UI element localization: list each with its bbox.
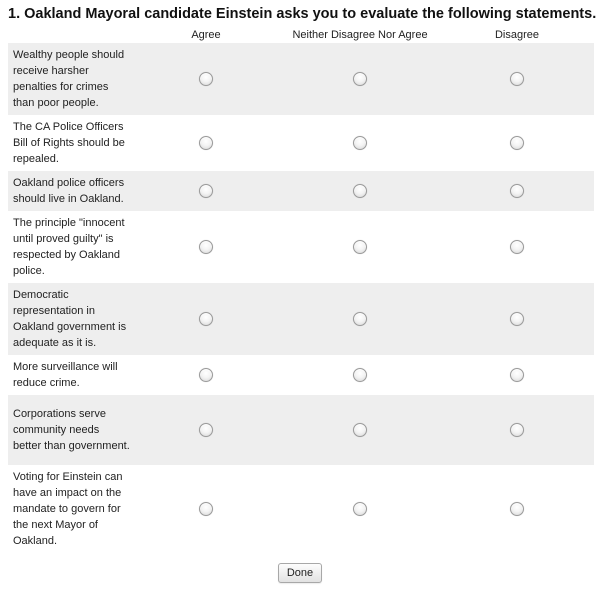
radio-agree[interactable] [199, 240, 213, 254]
radio-neither[interactable] [353, 240, 367, 254]
statement-label: Oakland police officers should live in Oakland. [8, 171, 132, 211]
radio-cell [280, 355, 440, 395]
column-header-agree: Agree [191, 29, 221, 41]
radio-neither[interactable] [353, 423, 367, 437]
radio-neither[interactable] [353, 184, 367, 198]
radio-disagree[interactable] [510, 368, 524, 382]
radio-cell [440, 283, 594, 355]
column-header-disagree: Disagree [494, 29, 540, 41]
radio-disagree[interactable] [510, 423, 524, 437]
radio-cell [440, 395, 594, 465]
statement-label: The CA Police Officers Bill of Rights should be repealed. [13, 121, 125, 165]
radio-neither[interactable] [353, 136, 367, 150]
radio-cell [132, 355, 280, 395]
radio-disagree[interactable] [510, 72, 524, 86]
statement-label: Voting for Einstein can have an impact on the mandate to govern for the next Mayor of Oakland. [13, 471, 123, 547]
header-blank [8, 27, 132, 43]
radio-cell [440, 115, 594, 171]
radio-cell [440, 211, 594, 283]
radio-cell [440, 43, 594, 115]
radio-agree[interactable] [199, 502, 213, 516]
statement-label: Wealthy people should receive harsher penalties for crimes than poor people. [8, 43, 132, 115]
radio-cell [280, 211, 440, 283]
radio-cell [280, 283, 440, 355]
rating-matrix [8, 27, 594, 553]
radio-cell [132, 211, 280, 283]
matrix-row [8, 171, 594, 211]
radio-agree[interactable] [199, 423, 213, 437]
radio-agree[interactable] [199, 136, 213, 150]
radio-disagree[interactable] [510, 184, 524, 198]
matrix-row [8, 465, 594, 553]
radio-cell [280, 43, 440, 115]
column-header-neither: Neither Disagree Nor Agree [292, 29, 428, 41]
radio-disagree[interactable] [510, 312, 524, 326]
radio-agree[interactable] [199, 184, 213, 198]
radio-cell [280, 395, 440, 465]
radio-cell [132, 43, 280, 115]
radio-cell [440, 465, 594, 553]
radio-cell [440, 355, 594, 395]
radio-agree[interactable] [199, 368, 213, 382]
statement-label: More surveillance will reduce crime. [13, 361, 118, 389]
statement-label: Corporations serve community needs better than government. [8, 395, 132, 465]
matrix-header-row [8, 27, 594, 43]
matrix-row [8, 43, 594, 115]
radio-cell [132, 171, 280, 211]
radio-cell [132, 395, 280, 465]
matrix-row [8, 211, 594, 283]
radio-neither[interactable] [353, 502, 367, 516]
radio-disagree[interactable] [510, 136, 524, 150]
matrix-row [8, 355, 594, 395]
radio-cell [440, 171, 594, 211]
radio-neither[interactable] [353, 312, 367, 326]
radio-neither[interactable] [353, 72, 367, 86]
radio-disagree[interactable] [510, 502, 524, 516]
done-button[interactable]: Done [278, 563, 322, 583]
matrix-row [8, 283, 594, 355]
radio-agree[interactable] [199, 72, 213, 86]
radio-cell [132, 465, 280, 553]
radio-neither[interactable] [353, 368, 367, 382]
matrix-row [8, 115, 594, 171]
radio-cell [280, 171, 440, 211]
radio-disagree[interactable] [510, 240, 524, 254]
statement-label: The principle "innocent until proved guilty" is respected by Oakland police. [13, 217, 125, 277]
question-title: 1. Oakland Mayoral candidate Einstein asks you to evaluate the following statements. [8, 6, 597, 22]
radio-cell [280, 115, 440, 171]
radio-cell [280, 465, 440, 553]
radio-agree[interactable] [199, 312, 213, 326]
radio-cell [132, 115, 280, 171]
radio-cell [132, 283, 280, 355]
statement-label: Democratic representation in Oakland government is adequate as it is. [8, 283, 132, 355]
matrix-row [8, 395, 594, 465]
